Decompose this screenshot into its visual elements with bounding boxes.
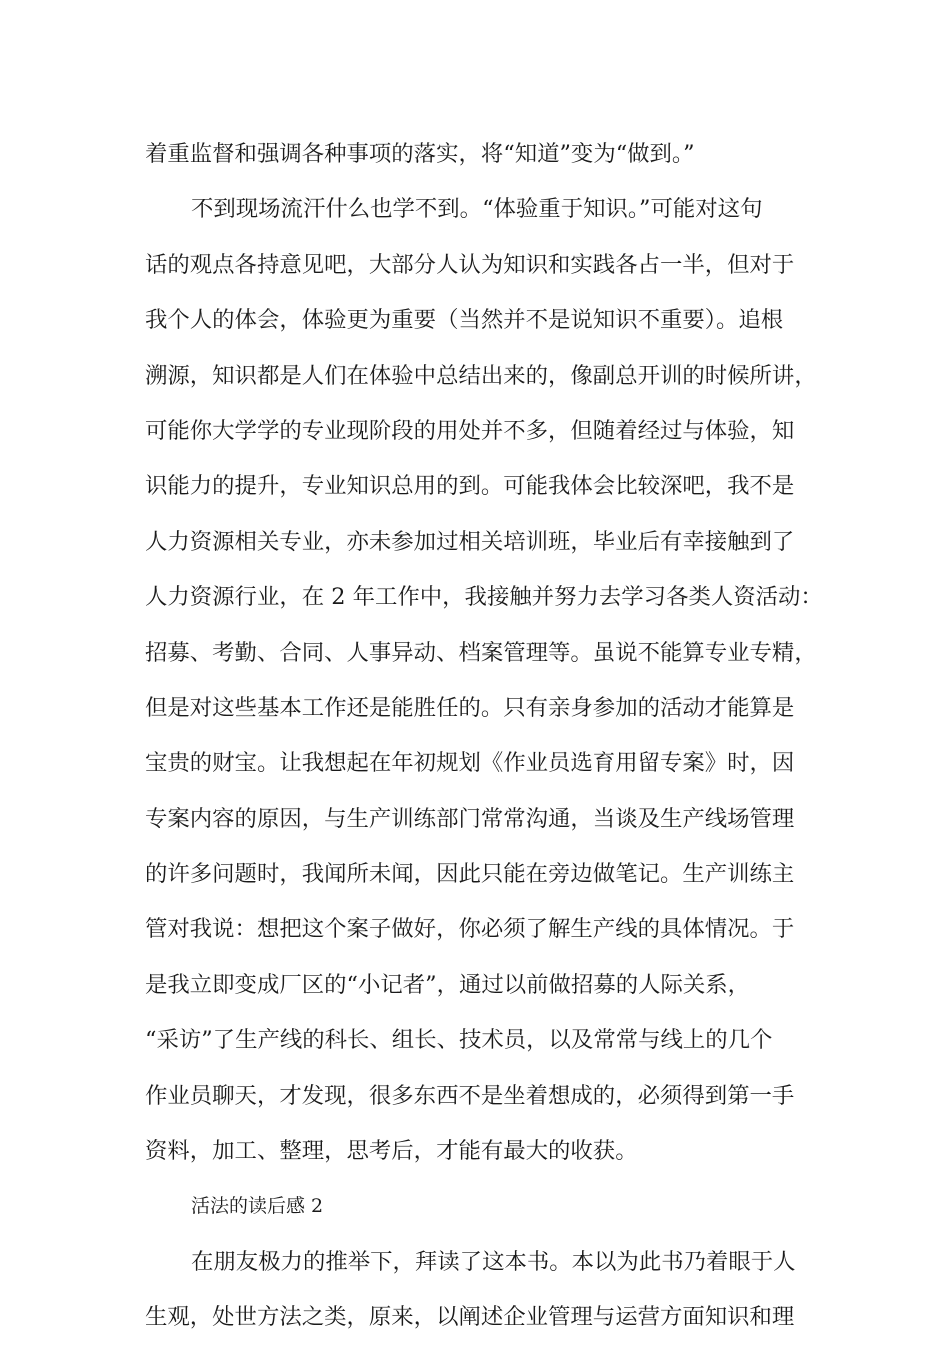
text-line: 不到现场流汗什么也学不到。“体验重于知识。”可能对这句	[191, 196, 763, 223]
text-line: 话的观点各持意见吧，大部分人认为知识和实践各占一半，但对于	[145, 251, 795, 278]
text-line: 着重监督和强调各种事项的落实，将“知道”变为“做到。”	[145, 141, 695, 167]
text-line: 生观，处世方法之类，原来，以阐述企业管理与运营方面知识和理	[145, 1304, 795, 1331]
document-body	[145, 127, 823, 1346]
text-line: 资料，加工、整理，思考后，才能有最大的收获。	[145, 1138, 638, 1165]
text-line: 但是对这些基本工作还是能胜任的。只有亲身参加的活动才能算是	[145, 694, 795, 721]
text-line: 人力资源行业，在 2 年工作中，我接触并努力去学习各类人资活动：	[145, 584, 823, 611]
text-line: 宝贵的财宝。让我想起在年初规划《作业员选育用留专案》时，因	[145, 750, 795, 777]
text-line: 的许多问题时，我闻所未闻，因此只能在旁边做笔记。生产训练主	[145, 861, 795, 888]
text-line: 招募、考勤、合同、人事异动、档案管理等。虽说不能算专业专精，	[145, 639, 817, 666]
text-line: 管对我说：想把这个案子做好，你必须了解生产线的具体情况。于	[145, 916, 795, 943]
text-line: 是我立即变成厂区的“小记者”，通过以前做招募的人际关系，	[145, 971, 751, 998]
text-line: 可能你大学学的专业现阶段的用处并不多，但随着经过与体验，知	[145, 417, 795, 444]
text-line: 作业员聊天，才发现，很多东西不是坐着想成的，必须得到第一手	[145, 1082, 795, 1109]
text-line: 专案内容的原因，与生产训练部门常常沟通，当谈及生产线场管理	[145, 805, 795, 832]
text-line: 溯源，知识都是人们在体验中总结出来的，像副总开训的时候所讲，	[145, 362, 817, 389]
text-line: 在朋友极力的推举下，拜读了这本书。本以为此书乃着眼于人	[191, 1248, 796, 1275]
section-heading: 活法的读后感 2	[191, 1195, 324, 1218]
text-line: 识能力的提升，专业知识总用的到。可能我体会比较深吧，我不是	[145, 473, 795, 500]
text-line: “采访”了生产线的科长、组长、技术员，以及常常与线上的几个	[145, 1027, 773, 1054]
text-line: 人力资源相关专业，亦未参加过相关培训班，毕业后有幸接触到了	[145, 528, 795, 555]
text-line: 我个人的体会，体验更为重要（当然并不是说知识不重要）。追根	[145, 307, 784, 334]
